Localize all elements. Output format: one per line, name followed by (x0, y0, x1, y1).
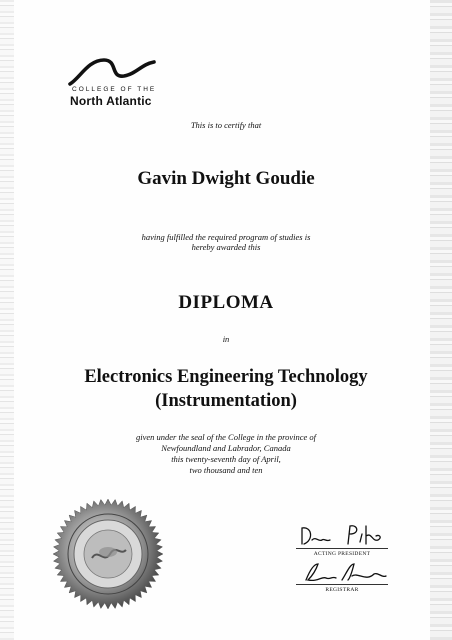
college-seal (52, 498, 164, 610)
registrar-signature-block (296, 560, 388, 593)
fulfilled-line-1: having fulfilled the required program of studies is (141, 232, 311, 242)
scan-edge-right (430, 0, 452, 640)
given-line-4: two thousand and ten (189, 465, 263, 475)
president-signature-block (296, 522, 388, 557)
college-logo-line2: North Atlantic (70, 94, 152, 108)
program-line-1: Electronics Engineering Technology (84, 367, 368, 387)
registrar-signature-line (296, 584, 388, 585)
logo-swoosh-icon (66, 52, 166, 86)
registrar-title: REGISTRAR (325, 587, 359, 593)
certify-text: This is to certify that (190, 120, 262, 130)
given-line-2: Newfoundland and Labrador, Canada (161, 443, 291, 453)
president-signature-line (296, 548, 388, 549)
recipient-name: Gavin Dwight Goudie (137, 168, 315, 189)
president-signature (296, 522, 388, 548)
college-logo-line1: COLLEGE OF THE (72, 86, 157, 93)
award-title: DIPLOMA (178, 292, 274, 313)
registrar-signature (296, 560, 388, 584)
seal-icon (52, 498, 164, 610)
given-line-3: this twenty-seventh day of April, (171, 454, 281, 464)
college-logo (66, 52, 166, 110)
program-line-2: (Instrumentation) (155, 391, 297, 411)
president-title: ACTING PRESIDENT (313, 551, 371, 557)
in-text: in (222, 334, 230, 344)
given-line-1: given under the seal of the College in the province of (135, 432, 317, 442)
scan-edge-left (0, 0, 14, 640)
fulfilled-line-2: hereby awarded this (191, 242, 261, 252)
